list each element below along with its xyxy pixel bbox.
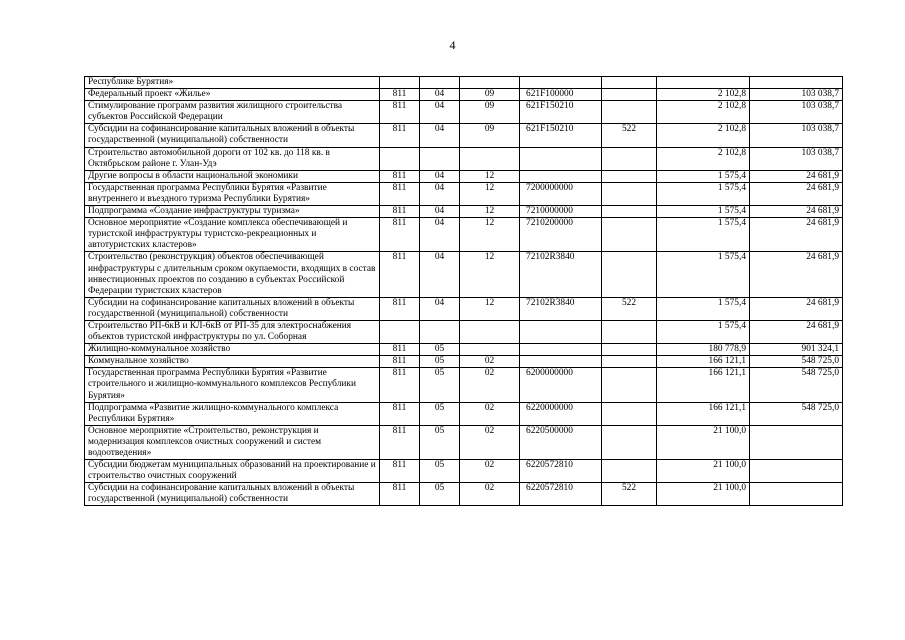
- ministry-code-cell: 811: [380, 218, 420, 252]
- table-row: [85, 356, 843, 368]
- expense-type-cell: [602, 101, 657, 124]
- amount-year-1-cell: 1 575,4: [657, 182, 750, 205]
- ministry-code-cell: 811: [380, 252, 420, 297]
- expense-type-cell: [602, 344, 657, 356]
- table-body: [85, 77, 843, 506]
- table-row: [85, 344, 843, 356]
- section-cell: 05: [420, 425, 460, 459]
- section-cell: 04: [420, 101, 460, 124]
- row-name-cell: Субсидии на софинансирование капитальных вложений в объекты государственной (муниципальной) собственности: [85, 124, 380, 147]
- section-cell: 04: [420, 124, 460, 147]
- target-article-cell: [520, 320, 602, 343]
- row-name-cell: Подпрограмма «Создание инфраструктуры туризма»: [85, 206, 380, 218]
- amount-year-1-cell: 21 100,0: [657, 425, 750, 459]
- section-cell: 04: [420, 218, 460, 252]
- subsection-cell: 02: [460, 425, 520, 459]
- section-cell: 04: [420, 297, 460, 320]
- amount-year-1-cell: 2 102,8: [657, 147, 750, 170]
- amount-year-2-cell: [750, 483, 843, 506]
- target-article-cell: 6220572810: [520, 460, 602, 483]
- expense-type-cell: [602, 147, 657, 170]
- section-cell: 05: [420, 483, 460, 506]
- ministry-code-cell: 811: [380, 297, 420, 320]
- table-row: [85, 170, 843, 182]
- row-name-cell: Основное мероприятие «Строительство, реконструкция и модернизация комплексов очистных сооружений и систем водоотведения»: [85, 425, 380, 459]
- section-cell: 05: [420, 344, 460, 356]
- amount-year-1-cell: 180 778,9: [657, 344, 750, 356]
- expense-type-cell: [602, 368, 657, 402]
- subsection-cell: 12: [460, 252, 520, 297]
- amount-year-1-cell: 1 575,4: [657, 252, 750, 297]
- table-row: [85, 297, 843, 320]
- target-article-cell: 6220572810: [520, 483, 602, 506]
- table-row: [85, 368, 843, 402]
- ministry-code-cell: 811: [380, 483, 420, 506]
- row-name-cell: Другие вопросы в области национальной экономики: [85, 170, 380, 182]
- target-article-cell: 7210200000: [520, 218, 602, 252]
- ministry-code-cell: 811: [380, 425, 420, 459]
- section-cell: [420, 320, 460, 343]
- target-article-cell: 6220000000: [520, 402, 602, 425]
- section-cell: 05: [420, 460, 460, 483]
- row-name-cell: Государственная программа Республики Бурятия «Развитие строительного и жилищно-коммунального комплексов Республики Бурятия»: [85, 368, 380, 402]
- ministry-code-cell: [380, 147, 420, 170]
- amount-year-1-cell: 21 100,0: [657, 460, 750, 483]
- amount-year-2-cell: 901 324,1: [750, 344, 843, 356]
- ministry-code-cell: 811: [380, 368, 420, 402]
- ministry-code-cell: 811: [380, 124, 420, 147]
- ministry-code-cell: 811: [380, 460, 420, 483]
- subsection-cell: [460, 320, 520, 343]
- table-row: [85, 483, 843, 506]
- expense-type-cell: [602, 170, 657, 182]
- amount-year-1-cell: 2 102,8: [657, 89, 750, 101]
- section-cell: [420, 77, 460, 89]
- row-name-cell: Субсидии бюджетам муниципальных образований на проектирование и строительство очистных сооружений: [85, 460, 380, 483]
- table-row: [85, 101, 843, 124]
- expense-type-cell: [602, 425, 657, 459]
- row-name-cell: Государственная программа Республики Бурятия «Развитие внутреннего и въездного туризма Республики Бурятия»: [85, 182, 380, 205]
- row-name-cell: Коммунальное хозяйство: [85, 356, 380, 368]
- row-name-cell: Субсидии на софинансирование капитальных вложений в объекты государственной (муниципальной) собственности: [85, 483, 380, 506]
- expense-type-cell: 522: [602, 297, 657, 320]
- subsection-cell: 02: [460, 402, 520, 425]
- row-name-cell: Строительство (реконструкция) объектов обеспечивающей инфраструктуры с длительным сроком окупаемости, входящих в состав инвестиционных проектов по созданию в субъектах Российской Федерации туристских кластеров: [85, 252, 380, 297]
- subsection-cell: [460, 77, 520, 89]
- subsection-cell: 12: [460, 170, 520, 182]
- subsection-cell: 02: [460, 368, 520, 402]
- amount-year-2-cell: 24 681,9: [750, 218, 843, 252]
- amount-year-1-cell: [657, 77, 750, 89]
- table-row: [85, 147, 843, 170]
- expense-type-cell: [602, 320, 657, 343]
- target-article-cell: [520, 77, 602, 89]
- ministry-code-cell: [380, 77, 420, 89]
- amount-year-2-cell: [750, 77, 843, 89]
- section-cell: 05: [420, 356, 460, 368]
- amount-year-1-cell: 1 575,4: [657, 206, 750, 218]
- amount-year-1-cell: 166 121,1: [657, 402, 750, 425]
- table-row: [85, 460, 843, 483]
- amount-year-2-cell: 548 725,0: [750, 368, 843, 402]
- subsection-cell: 09: [460, 89, 520, 101]
- expense-type-cell: 522: [602, 124, 657, 147]
- row-name-cell: Жилищно-коммунальное хозяйство: [85, 344, 380, 356]
- row-name-cell: Республике Бурятия»: [85, 77, 380, 89]
- target-article-cell: [520, 356, 602, 368]
- section-cell: [420, 147, 460, 170]
- amount-year-2-cell: 24 681,9: [750, 320, 843, 343]
- section-cell: 04: [420, 182, 460, 205]
- row-name-cell: Стимулирование программ развития жилищного строительства субъектов Российской Федерации: [85, 101, 380, 124]
- amount-year-2-cell: 24 681,9: [750, 206, 843, 218]
- amount-year-1-cell: 1 575,4: [657, 297, 750, 320]
- amount-year-2-cell: 548 725,0: [750, 402, 843, 425]
- amount-year-2-cell: 103 038,7: [750, 124, 843, 147]
- amount-year-1-cell: 1 575,4: [657, 170, 750, 182]
- amount-year-2-cell: 24 681,9: [750, 170, 843, 182]
- section-cell: 05: [420, 402, 460, 425]
- amount-year-1-cell: 166 121,1: [657, 356, 750, 368]
- ministry-code-cell: 811: [380, 101, 420, 124]
- amount-year-1-cell: 166 121,1: [657, 368, 750, 402]
- section-cell: 04: [420, 206, 460, 218]
- subsection-cell: 09: [460, 124, 520, 147]
- target-article-cell: 6220500000: [520, 425, 602, 459]
- ministry-code-cell: 811: [380, 182, 420, 205]
- target-article-cell: [520, 147, 602, 170]
- ministry-code-cell: 811: [380, 344, 420, 356]
- expense-type-cell: [602, 218, 657, 252]
- amount-year-2-cell: 103 038,7: [750, 101, 843, 124]
- amount-year-2-cell: 548 725,0: [750, 356, 843, 368]
- target-article-cell: [520, 344, 602, 356]
- table-row: [85, 425, 843, 459]
- subsection-cell: 02: [460, 483, 520, 506]
- amount-year-2-cell: 24 681,9: [750, 297, 843, 320]
- subsection-cell: 02: [460, 356, 520, 368]
- target-article-cell: 7200000000: [520, 182, 602, 205]
- row-name-cell: Строительство автомобильной дороги от 102 кв. до 118 кв. в Октябрьском районе г. Улан-Удэ: [85, 147, 380, 170]
- amount-year-1-cell: 2 102,8: [657, 101, 750, 124]
- ministry-code-cell: 811: [380, 402, 420, 425]
- ministry-code-cell: 811: [380, 356, 420, 368]
- table-row: [85, 218, 843, 252]
- table-row: [85, 182, 843, 205]
- table-row: [85, 320, 843, 343]
- amount-year-2-cell: 24 681,9: [750, 252, 843, 297]
- amount-year-2-cell: 103 038,7: [750, 89, 843, 101]
- row-name-cell: Федеральный проект «Жилье»: [85, 89, 380, 101]
- target-article-cell: 72102R3840: [520, 252, 602, 297]
- amount-year-2-cell: [750, 460, 843, 483]
- ministry-code-cell: [380, 320, 420, 343]
- subsection-cell: 09: [460, 101, 520, 124]
- budget-table: [84, 76, 843, 506]
- subsection-cell: 12: [460, 206, 520, 218]
- table-row: [85, 206, 843, 218]
- section-cell: 04: [420, 170, 460, 182]
- target-article-cell: 621F100000: [520, 89, 602, 101]
- amount-year-2-cell: [750, 425, 843, 459]
- table-row: [85, 77, 843, 89]
- table-row: [85, 402, 843, 425]
- amount-year-1-cell: 1 575,4: [657, 218, 750, 252]
- section-cell: 04: [420, 89, 460, 101]
- expense-type-cell: [602, 252, 657, 297]
- expense-type-cell: [602, 77, 657, 89]
- row-name-cell: Подпрограмма «Развитие жилищно-коммунального комплекса Республики Бурятия»: [85, 402, 380, 425]
- target-article-cell: 621F150210: [520, 101, 602, 124]
- subsection-cell: [460, 344, 520, 356]
- amount-year-1-cell: 2 102,8: [657, 124, 750, 147]
- target-article-cell: 72102R3840: [520, 297, 602, 320]
- amount-year-2-cell: 103 038,7: [750, 147, 843, 170]
- table-row: [85, 124, 843, 147]
- amount-year-2-cell: 24 681,9: [750, 182, 843, 205]
- expense-type-cell: [602, 356, 657, 368]
- expense-type-cell: [602, 182, 657, 205]
- table-row: [85, 252, 843, 297]
- section-cell: 04: [420, 252, 460, 297]
- subsection-cell: 02: [460, 460, 520, 483]
- amount-year-1-cell: 1 575,4: [657, 320, 750, 343]
- row-name-cell: Субсидии на софинансирование капитальных вложений в объекты государственной (муниципальной) собственности: [85, 297, 380, 320]
- ministry-code-cell: 811: [380, 206, 420, 218]
- target-article-cell: 621F150210: [520, 124, 602, 147]
- subsection-cell: 12: [460, 297, 520, 320]
- section-cell: 05: [420, 368, 460, 402]
- amount-year-1-cell: 21 100,0: [657, 483, 750, 506]
- expense-type-cell: 522: [602, 483, 657, 506]
- expense-type-cell: [602, 89, 657, 101]
- table-row: [85, 89, 843, 101]
- target-article-cell: 7210000000: [520, 206, 602, 218]
- target-article-cell: [520, 170, 602, 182]
- row-name-cell: Основное мероприятие «Создание комплекса обеспечивающей и туристской инфраструктуры туристско-рекреационных и автотуристских кластеров»: [85, 218, 380, 252]
- page-number: 4: [449, 38, 456, 52]
- expense-type-cell: [602, 206, 657, 218]
- row-name-cell: Строительство РП-6кВ и КЛ-6кВ от РП-35 для электроснабжения объектов туристской инфраструктуры по ул. Соборная: [85, 320, 380, 343]
- target-article-cell: 6200000000: [520, 368, 602, 402]
- expense-type-cell: [602, 460, 657, 483]
- ministry-code-cell: 811: [380, 170, 420, 182]
- ministry-code-cell: 811: [380, 89, 420, 101]
- subsection-cell: 12: [460, 182, 520, 205]
- expense-type-cell: [602, 402, 657, 425]
- subsection-cell: 12: [460, 218, 520, 252]
- subsection-cell: [460, 147, 520, 170]
